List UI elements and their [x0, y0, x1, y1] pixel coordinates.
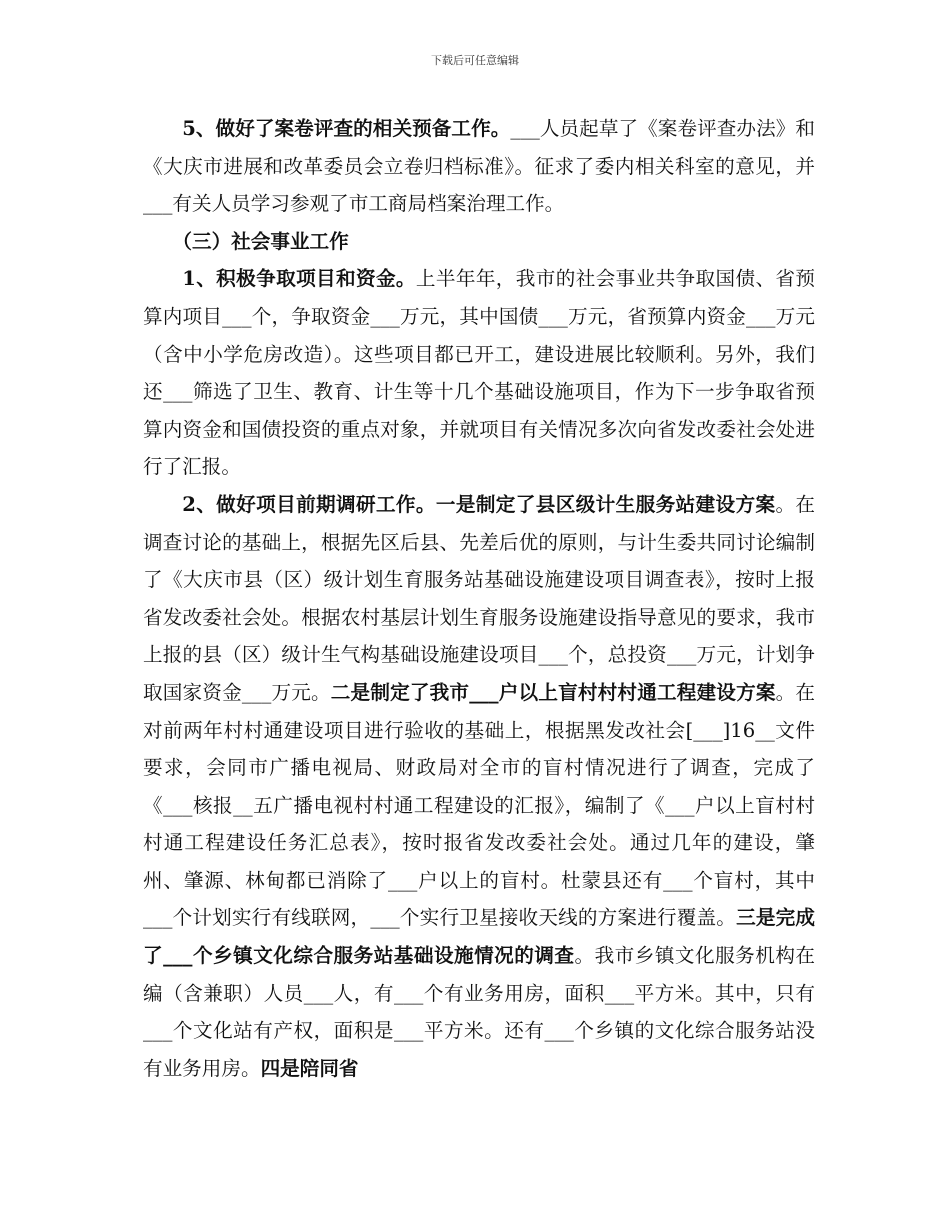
paragraph-text: 。我市乡镇文化服务机构在编（含兼职）人员___人，有___个有业务用房，面积___平方米。其中，只有___个文化站有产权，面积是___平方米。还有___个乡镇的文化综合服务站没有业务用房。	[143, 944, 816, 1080]
paragraph-case-review	[143, 110, 815, 223]
page-header: 下载后可任意编辑	[431, 54, 519, 67]
paragraph-subheading: 二是制定了我市___户以上盲村村村通工程建设方案	[330, 680, 776, 704]
paragraph-heading: 1、积极争取项目和资金。	[182, 267, 416, 291]
section-heading-social-affairs	[143, 223, 815, 261]
paragraph-text: 上半年年，我市的社会事业共争取国债、省预算内项目___个，争取资金___万元，其中国债___万元，省预算内资金___万元（含中小学危房改造）。这些项目都已开工，建设进展比较顺利。另外，我们还___筛选了卫生、教育、计生等十几个基础设施项目，作为下一步争取省预算内资金和国债投资的重点对象，并就项目有关情况多次向省发改委社会处进行了汇报。	[143, 267, 815, 479]
paragraph-text: 。在对前两年村村通建设项目进行验收的基础上，根据黑发改社会[___]16__文件要求，会同市广播电视局、财政局对全市的盲村情况进行了调查，完成了《___核报__五广播电视村村通工程建设的汇报》，编制了《___户以上盲村村村通工程建设任务汇总表》，按时报省发改委社会处。通过几年的建设，肇州、肇源、林甸都已消除了___户以上的盲村。杜蒙县还有___个盲村，其中___个计划实行有线联网，___个实行卫星接收天线的方案进行覆盖。	[143, 680, 816, 930]
paragraph-subheading: 三是完成了___个乡镇文化综合服务站基础设施情况的调查	[143, 906, 816, 968]
paragraph-text: ___人员起草了《案卷评查办法》和《大庆市进展和改革委员会立卷归档标准》。征求了委内相关科室的意见，并___有关人员学习参观了市工商局档案治理工作。	[143, 117, 815, 216]
paragraph-projects-funding	[143, 260, 815, 486]
document-body	[143, 110, 815, 1087]
paragraph-subheading: 四是陪同省	[260, 1056, 359, 1080]
paragraph-text: 。在调查讨论的基础上，根据先区后县、先差后优的原则，与计生委共同讨论编制了《大庆市县（区）级计划生育服务站基础设施建设项目调查表》，按时上报省发改委社会处。根据农村基层计划生育服务设施建设指导意见的要求，我市上报的县（区）级计生气构基础设施建设项目___个，总投资___万元，计划争取国家资金___万元。	[143, 492, 816, 704]
section-heading-text: （三）社会事业工作	[172, 229, 349, 253]
paragraph-heading: 2、做好项目前期调研工作。一是制定了县区级计生服务站建设方案	[182, 492, 776, 516]
paragraph-preliminary-research	[143, 486, 815, 1088]
paragraph-heading: 5、做好了案卷评查的相关预备工作。	[182, 117, 511, 140]
